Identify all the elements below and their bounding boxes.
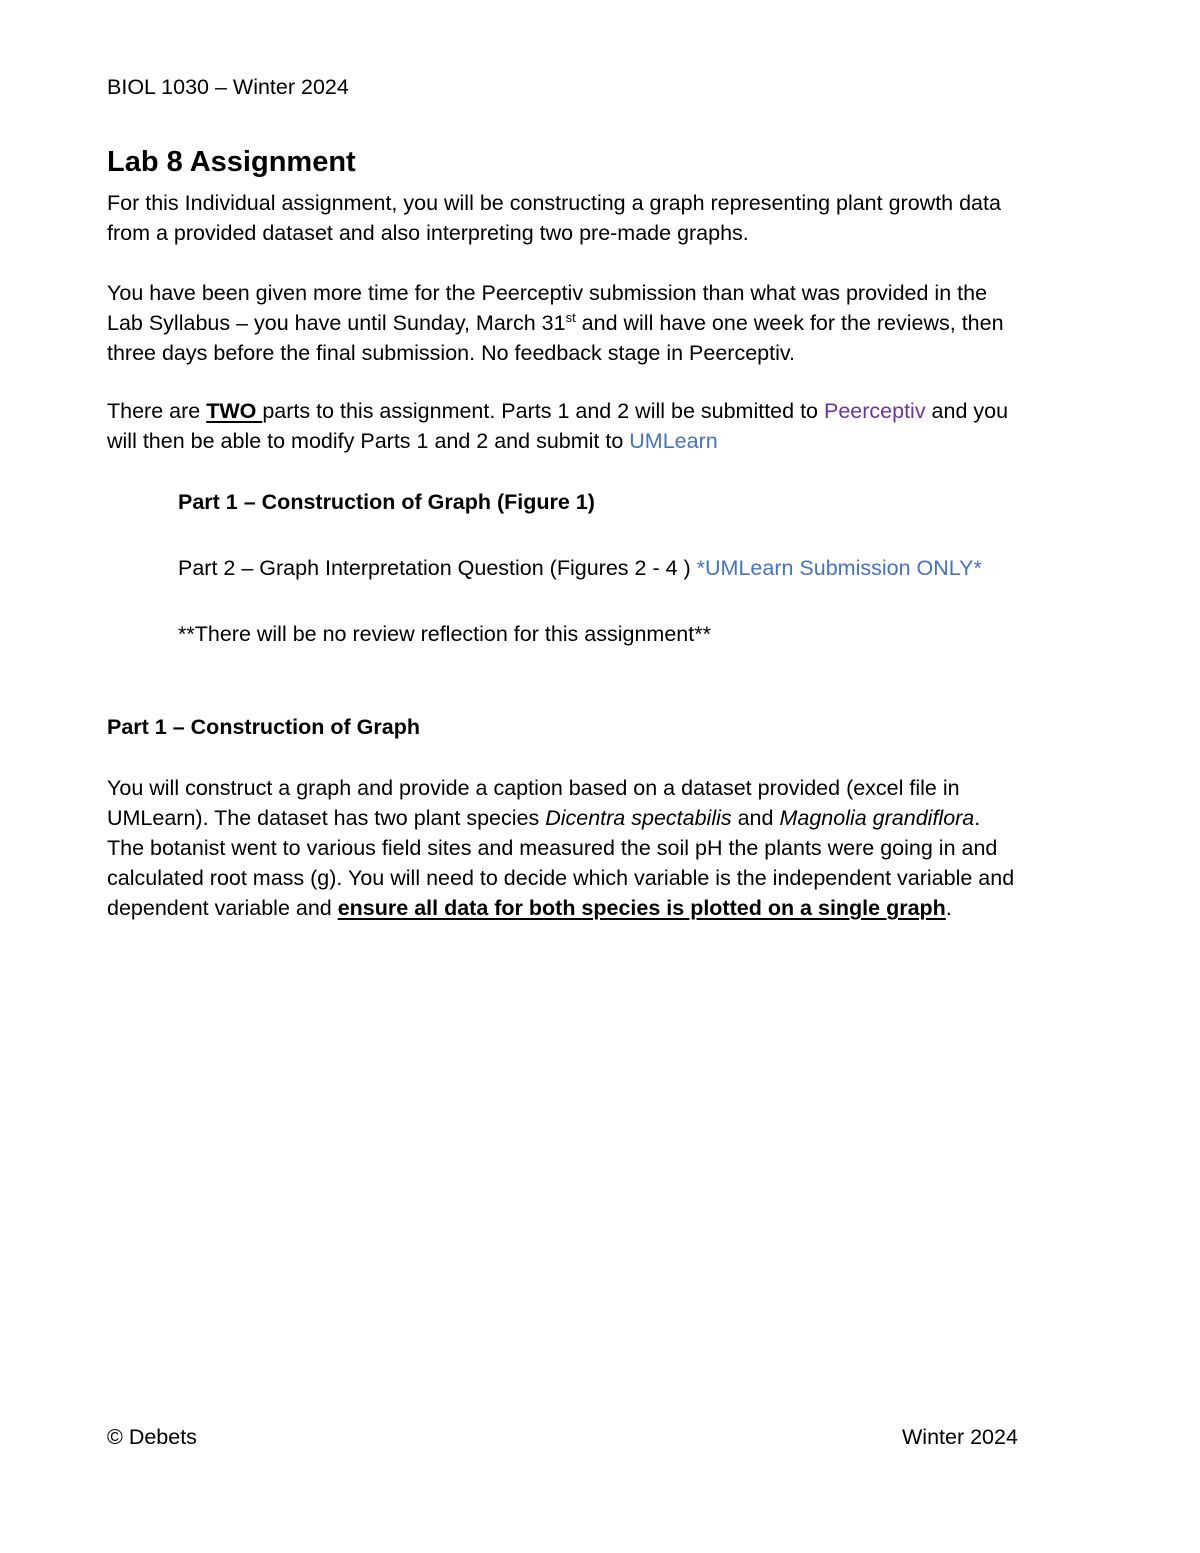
part1-paragraph (107, 773, 1117, 923)
list-item-part1: Part 1 – Construction of Graph (Figure 1) (178, 490, 595, 514)
section-heading: Part 1 – Construction of Graph (107, 715, 420, 739)
timing-paragraph (107, 278, 1117, 368)
part1-text: . (945, 896, 952, 920)
parts-paragraph (107, 396, 1117, 456)
part1-text: . (974, 806, 981, 830)
part1-line: The botanist went to various field sites and measured the soil pH the plants were going in and (107, 836, 998, 860)
intro-paragraph (107, 188, 1117, 248)
footer-term: Winter 2024 (902, 1425, 1018, 1449)
parts-line (107, 396, 1117, 426)
timing-text: Lab Syllabus – you have until Sunday, March 31 (107, 311, 566, 335)
two-emphasis: TWO (206, 399, 263, 423)
parts-text: and you (925, 399, 1009, 423)
timing-line (107, 308, 1117, 338)
timing-line: You have been given more time for the Peerceptiv submission than what was provided in the (107, 281, 988, 305)
part1-line (107, 803, 1117, 833)
part1-line: You will construct a graph and provide a caption based on a dataset provided (excel file in (107, 776, 960, 800)
timing-text: and will have one week for the reviews, then (575, 311, 1004, 335)
parts-text: There are (107, 399, 207, 423)
parts-text: parts to this assignment. Parts 1 and 2 will be submitted to (262, 399, 824, 423)
part1-line: calculated root mass (g). You will need to decide which variable is the independent variable and (107, 866, 1015, 890)
timing-line: three days before the final submission. No feedback stage in Peerceptiv. (107, 341, 795, 365)
ordinal-suffix: st (565, 310, 576, 325)
part1-text: and (731, 806, 780, 830)
page-title: Lab 8 Assignment (107, 146, 356, 178)
intro-line: For this Individual assignment, you will be constructing a graph representing plant growth data (107, 191, 1001, 215)
plot-requirement-emphasis: ensure all data for both species is plotted on a single graph (337, 896, 946, 920)
no-review-note: **There will be no review reflection for this assignment** (178, 622, 711, 646)
part1-line (107, 893, 1117, 923)
species-name: Dicentra spectabilis (545, 806, 732, 830)
list-item-part2 (178, 553, 1118, 583)
footer-copyright: © Debets (107, 1425, 197, 1449)
page-header: BIOL 1030 – Winter 2024 (107, 75, 349, 99)
part2-text: Part 2 – Graph Interpretation Question (Figures 2 - 4 ) (178, 556, 697, 580)
species-name: Magnolia grandiflora (779, 806, 975, 830)
part1-text: UMLearn). The dataset has two plant species (107, 806, 546, 830)
umlearn-only-note: *UMLearn Submission ONLY* (696, 556, 982, 580)
parts-text: will then be able to modify Parts 1 and 2 and submit to (107, 429, 630, 453)
parts-line (107, 426, 1117, 456)
part1-text: dependent variable and (107, 896, 338, 920)
umlearn-link[interactable]: UMLearn (629, 429, 718, 453)
intro-line: from a provided dataset and also interpreting two pre-made graphs. (107, 221, 749, 245)
peerceptiv-link[interactable]: Peerceptiv (823, 399, 926, 423)
